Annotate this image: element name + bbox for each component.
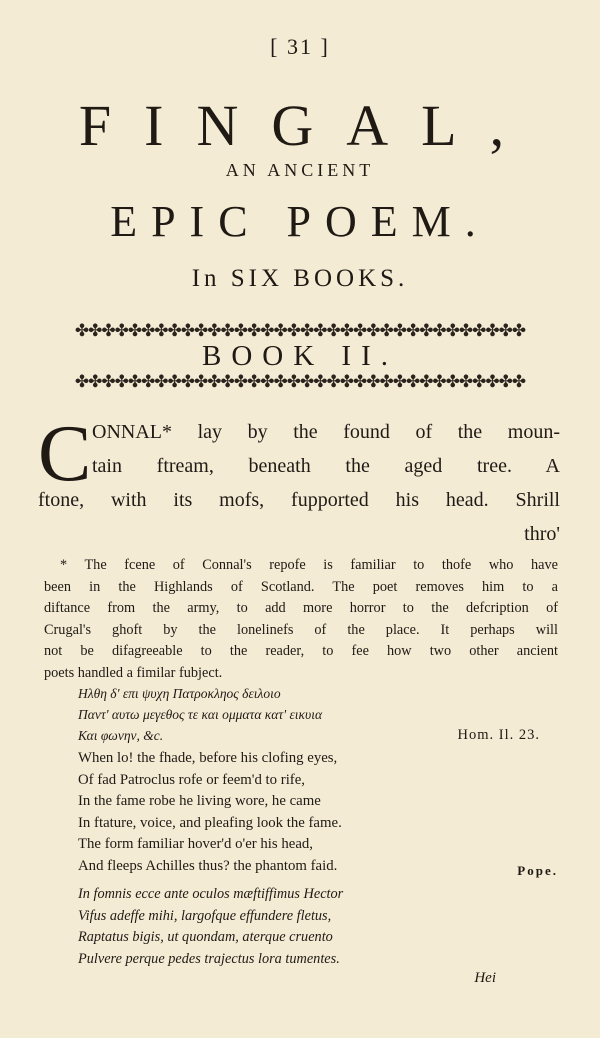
subtitle-ancient: AN ANCIENT	[225, 160, 375, 180]
greek-line-text: Και φωνην, &c.	[78, 728, 164, 743]
drop-cap: C	[38, 410, 92, 498]
ornament-rule-bottom: ✤✤✤✤✤✤✤✤✤✤✤✤✤✤✤✤✤✤✤✤✤✤✤✤✤✤✤✤✤✤✤✤✤✤	[74, 372, 526, 391]
greek-line: Ηλθη δ' επι ψυχη Πατροκληος δειλοιο	[78, 686, 281, 701]
footnote-line: poets handled a fimilar fubject.	[44, 664, 223, 681]
verse-line: The form familiar hover'd o'er his head,	[78, 836, 314, 852]
verse-line: When lo! the fhade, before his clofing eyes,	[78, 750, 338, 766]
verse-line: In the fame robe he living wore, he came	[78, 793, 321, 809]
greek-quotation	[78, 683, 540, 746]
footnote-line: diftance from the army, to add more horror to the defcription of	[44, 600, 558, 616]
subtitle-six-books: In SIX BOOKS.	[191, 265, 409, 292]
subtitle-epic-poem: EPIC POEM.	[110, 197, 490, 246]
latin-line: Pulvere perque pedes trajectus lora tumentes.	[78, 950, 340, 967]
footnote-line: Crugal's ghoft by the lonelinefs of the place. It perhaps will	[44, 621, 558, 638]
homer-citation: Hom. Il. 23.	[457, 727, 540, 743]
footnote-line: * The fcene of Connal's repofe is familiar to thofe who have	[60, 557, 558, 573]
catchword: Hei	[474, 970, 496, 986]
greek-line: Παντ' αυτω μεγεθος τε και ομματα κατ' εικυια	[78, 707, 323, 722]
footnote-line: been in the Highlands of Scotland. The poet removes him to a	[44, 578, 558, 595]
verse-line-last	[78, 856, 558, 878]
pope-citation: Pope.	[517, 862, 558, 878]
main-text	[38, 410, 560, 551]
latin-line: Raptatus bigis, ut quondam, aterque cruento	[78, 929, 333, 945]
english-verse	[78, 748, 558, 877]
book-title: FINGAL,	[78, 93, 538, 158]
main-text-line: tain ftream, beneath the aged tree. A	[92, 455, 560, 477]
main-text-line: ONNAL* lay by the found of the moun-	[92, 421, 560, 443]
footnote-line: not be difagreeable to the reader, to fee how two other ancient	[44, 643, 558, 659]
verse-line: In ftature, voice, and pleafing look the fame.	[78, 814, 342, 831]
page-number: [ 31 ]	[270, 34, 330, 59]
verse-line-text: And fleeps Achilles thus? the phantom faid.	[78, 857, 338, 874]
footnote	[44, 555, 558, 684]
latin-quotation	[78, 884, 518, 970]
latin-line: Vifus adeffe mihi, largofque effundere fletus,	[78, 907, 332, 924]
main-text-line: ftone, with its mofs, fupported his head. Shrill	[38, 489, 560, 511]
latin-line: In fomnis ecce ante oculos mæftiffimus Hector	[78, 886, 344, 902]
book-heading: BOOK II.	[202, 340, 398, 372]
main-text-line: thro'	[524, 523, 560, 545]
verse-line: Of fad Patroclus rofe or feem'd to rife,	[78, 771, 305, 788]
ornament-rule-top: ✤✤✤✤✤✤✤✤✤✤✤✤✤✤✤✤✤✤✤✤✤✤✤✤✤✤✤✤✤✤✤✤✤✤	[74, 321, 526, 340]
greek-line-last	[78, 725, 540, 746]
